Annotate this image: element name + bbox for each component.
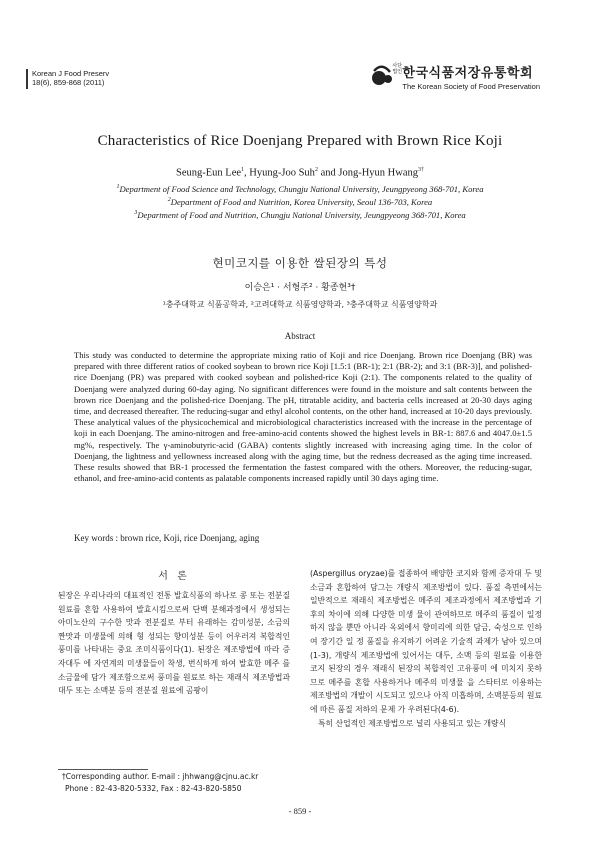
korean-title: 현미코지를 이용한 쌀된장의 특성 (212, 256, 388, 270)
author-sup: 2 (314, 167, 318, 173)
affiliation (0, 210, 600, 220)
affiliation-text: Department of Food Science and Technology, Chungju National University, Jeungpyeong 368-701, Korea (119, 184, 484, 194)
corresponding-author-footnote (62, 771, 258, 795)
abstract-text: This study was conducted to determine the appropriate mixing ratio of Koji and rice Doenjang. Brown rice Doenjang (BR) was prepared with three different ratios of cooked soybean to brown rice Koji [1.5:1 (BR-1); 2:1 (BR-2); and 3:1 (BR-3)], and polished-rice Doenjang (PR) was prepared with cooked soybean and polished-rice Koji (2:1). The components related to the quality of Doenjang were analyzed during 60-day aging. No significant differences were found in the moisture and salt contents between the brown rice Doenjang and the polished-rice Doenjang. The pH, titratable acidity, and bacteria cells increased at 20-30 days aging time, and decreased thereafter. The reducing-sugar and ethyl alcohol contents, on the other hand, increased at 10-20 days previously. These analytical values of the physicochemical and microbiological characteristics increased with the increase in the percentage of koji in each Doenjang. The amino-nitrogen and free-amino-acid contents showed the highest levels in BR-1: 887.6 and 4047.0±1.5 mg%, respectively. The γ-aminobutyric-acid (GABA) contents slightly increased with increasing aging time. In the color of Doenjang, the lightness and yellowness increased along with the aging time, but the redness decreased as the aging time increased. These results showed that BR-1 processed the fermentation the fastest compared with the others. Moreover, the reducing-sugar, ethanol, and free-amino-acid contents as palatable components increased rapidly until 30 days aging time. (74, 350, 532, 484)
page-number: - 859 - (288, 806, 312, 816)
body-right-column (310, 567, 542, 730)
affiliation (0, 184, 600, 194)
body-right-paragraph: (Aspergillus oryzae)를 접종하여 배양한 코지와 함께 증자대 두 및 소금과 혼합하여 담그는 개량식 제조방법이 있다. 품질 측면에서는 일반적으로 재래식 제조방법은 메주의 제조과정에서 제조방법과 기후의 차이에 의해 다양한 미생 물이 관여하므로 메주의 품질이 일정하지 않을 뿐만 아니라 옥외에서 향미리에 의한 담금, 숙성으로 인하여 장기간 일 정 품질을 유지하기 어려운 기술적 과제가 남아 있으며 (1-3), 개량식 제조방법에 있어서는 대두, 소맥 등의 원료를 이용한 코지 된장의 경우 재래식 된장의 복합적인 고유풍미 에 미치지 못하므로 메주를 혼합 사용하거나 메주의 미생물 을 스타터로 이용하는 제조방법의 개발이 시도되고 있으나 아직 미흡하며, 소맥분등의 원료에 따른 품질 저하의 문제 가 우려된다(4-6). (310, 569, 542, 714)
society-name-english: The Korean Society of Food Preservation (402, 82, 540, 91)
journal-volume: 18(6), 859-868 (2011) (32, 78, 105, 87)
society-small-label: 사단 법인 (392, 63, 403, 75)
keywords: Key words : brown rice, Koji, rice Doenjang, aging (74, 533, 260, 543)
author-separator: , (244, 167, 250, 179)
abstract-heading: Abstract (284, 331, 316, 341)
author-separator: and (317, 167, 339, 179)
society-logo-icon (370, 64, 394, 88)
society-name-korean: 한국식품저장유통학회 (402, 66, 534, 81)
society-header (392, 62, 540, 91)
korean-affiliations: ¹충주대학교 식품공학과, ²고려대학교 식품영양학과, ³충주대학교 식품영양학과 (162, 300, 438, 309)
author-sup: 1 (241, 167, 245, 173)
affiliation-sup: 1 (116, 184, 120, 191)
journal-citation (32, 69, 109, 87)
header-bar (26, 69, 28, 89)
korean-authors: 이승은¹ · 서형주² · 황종현³† (244, 283, 356, 293)
body-right-paragraph-start: 특히 산업적인 제조방법으로 널리 사용되고 있는 개량식 (318, 718, 507, 728)
affiliation-sup: 3 (134, 210, 138, 217)
affiliation-text: Department of Food and Nutrition, Korea University, Seoul 136-703, Korea (170, 197, 433, 207)
affiliation-text: Department of Food and Nutrition, Chungju National University, Jeungpyeong 368-701, Korea (137, 210, 466, 220)
author-name: Hyung-Joo Suh (249, 167, 315, 179)
body-left-column: 된장은 우리나라의 대표적인 전통 발효식품의 하나로 콩 또는 전분질원료를 혼합 사용하여 발효시킴으로써 단백 분해과정에서 생성되는 아미노산의 구수한 맛과 전분질로 부터 유래하는 감미성분, 소금의 짠맛과 미생물에 의해 형 성되는 향미성분 등이 어우러져 복합적인 풍미를 나타내는 중요 조미식품이다(1). 된장은 제조방법에 따라 증자대두 에 자연계의 미생물들이 착생, 번식하게 하여 발효한 메주 를 소금물에 담가 제조함으로써 풍미를 원료로 하는 재래식 제조방법과 대두 또는 소맥분 등의 전분질 원료에 곰팡이 (58, 591, 290, 696)
author-sup: 3† (417, 167, 424, 173)
author-name: Jong-Hyun Hwang (338, 167, 418, 179)
author-list (0, 167, 600, 179)
section-title: 서 론 (158, 571, 190, 582)
affiliation (0, 197, 600, 207)
footnote-phone-line: Phone : 82-43-820-5332, Fax : 82-43-820-5850 (65, 784, 242, 793)
footnote-email-line: †Corresponding author. E-mail : jhhwang@cjnu.ac.kr (62, 772, 259, 781)
paper-title: Characteristics of Rice Doenjang Prepared with Brown Rice Koji (97, 133, 503, 149)
affiliation-sup: 2 (167, 197, 171, 204)
footnote-divider (58, 769, 148, 770)
author-name: Seung-Eun Lee (176, 167, 242, 179)
journal-name: Korean J Food Preserv (32, 69, 110, 78)
